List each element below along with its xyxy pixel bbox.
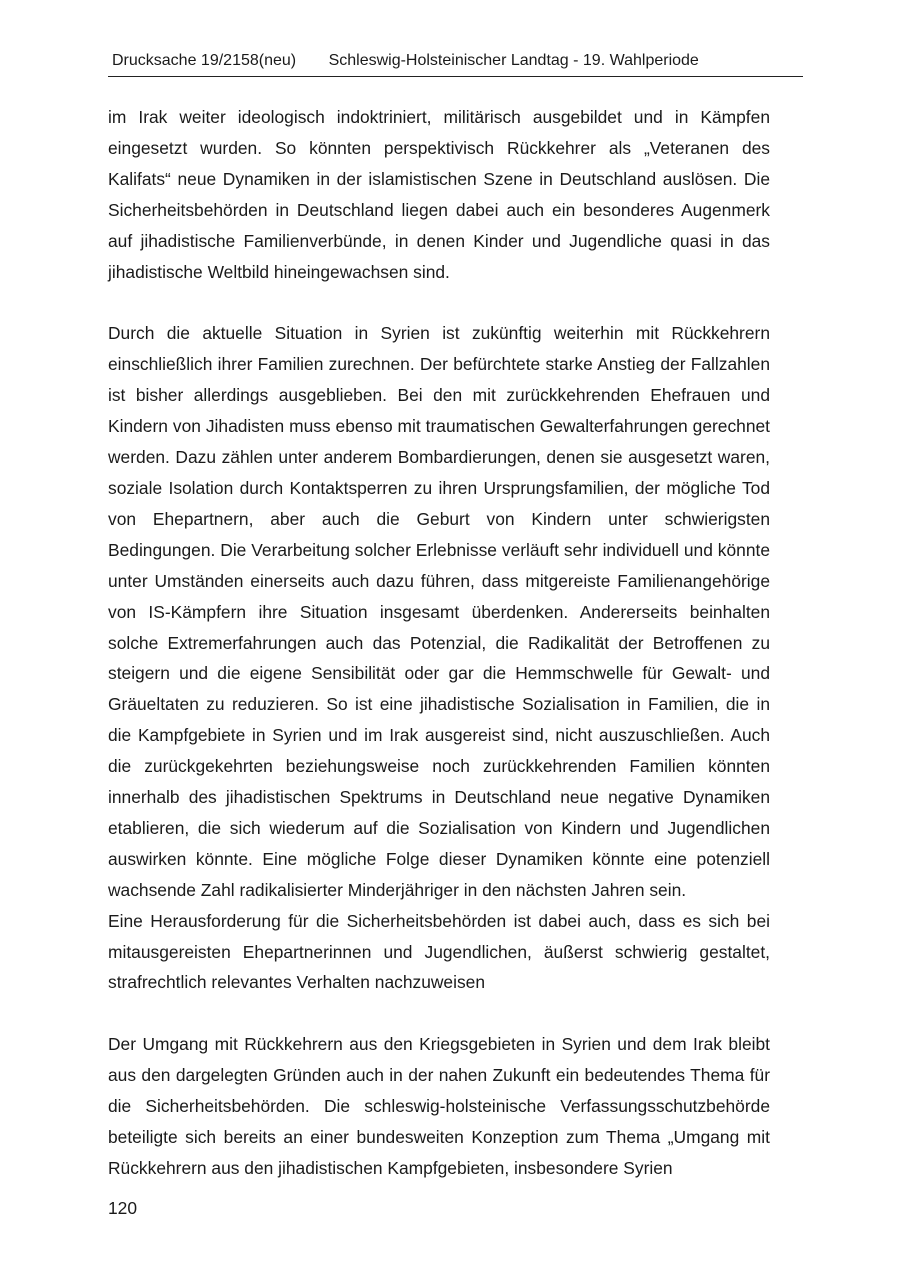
document-number: Drucksache 19/2158(neu): [112, 52, 297, 69]
header-rule: [108, 76, 803, 77]
paragraph-3: Eine Herausforderung für die Sicherheitsbehörden ist dabei auch, dass es sich bei mitausgereisten Ehepartnerinnen und Jugendlichen, äußerst schwierig gestaltet, strafrechtlich relevantes Verhalten nachzuweisen: [108, 910, 770, 993]
body-text: [108, 102, 770, 1184]
page-number: 120: [108, 1198, 138, 1218]
paragraph-1: im Irak weiter ideologisch indoktriniert, militärisch ausgebildet und in Kämpfen eingesetzt wurden. So könnten perspektivisch Rückkehrer als „Veteranen des Kalifats“ neue Dynamiken in der islamistischen Szene in Deutschland auslösen. Die Sicherheitsbehörden in Deutschland liegen dabei auch ein besonderes Augenmerk auf jihadistische Familienverbünde, in denen Kinder und Jugendliche quasi in das jihadistische Weltbild hineingewachsen sind.: [108, 107, 770, 282]
parliament-title: Schleswig-Holsteinischer Landtag - 19. Wahlperiode: [328, 52, 699, 69]
page-header: [112, 50, 802, 72]
paragraph-4: Der Umgang mit Rückkehrern aus den Kriegsgebieten in Syrien und dem Irak bleibt aus den dargelegten Gründen auch in der nahen Zukunft ein bedeutendes Thema für die Sicherheitsbehörden. Die schleswig-holsteinische Verfassungsschutzbehörde beteiligte sich bereits an einer bundesweiten Konzeption zum Thema „Umgang mit Rückkehrern aus den jihadistischen Kampfgebieten, insbesondere Syrien: [108, 1034, 770, 1178]
paragraph-2: Durch die aktuelle Situation in Syrien ist zukünftig weiterhin mit Rückkehrern einschließlich ihrer Familien zurechnen. Der befürchtete starke Anstieg der Fallzahlen ist bisher allerdings ausgeblieben. Bei den mit zurückkehrenden Ehefrauen und Kindern von Jihadisten muss ebenso mit traumatischen Gewalterfahrungen gerechnet werden. Dazu zählen unter anderem Bombardierungen, denen sie ausgesetzt waren, soziale Isolation durch Kontaktsperren zu ihren Ursprungsfamilien, der mögliche Tod von Ehepartnern, aber auch die Geburt von Kindern unter schwierigsten Bedingungen. Die Verarbeitung solcher Erlebnisse verläuft sehr individuell und könnte unter Umständen einerseits auch dazu führen, dass mitgereiste Familienangehörige von IS-Kämpfern ihre Situation insgesamt überdenken. Andererseits beinhalten solche Extremerfahrungen auch das Potenzial, die Radikalität der Betroffenen zu steigern und die eigene Sensibilität oder gar die Hemmschwelle für Gewalt- und Gräueltaten zu reduzieren. So ist eine jihadistische Sozialisation in Familien, die in die Kampfgebiete in Syrien und im Irak ausgereist sind, nicht auszuschließen. Auch die zurückgekehrten beziehungsweise noch zurückkehrenden Familien könnten innerhalb des jihadistischen Spektrums in Deutschland neue negative Dynamiken etablieren, die sich wiederum auf die Sozialisation von Kindern und Jugendlichen auswirken könnte. Eine mögliche Folge dieser Dynamiken könnte eine potenziell wachsende Zahl radikalisierter Minderjähriger in den nächsten Jahren sein.: [108, 323, 770, 900]
